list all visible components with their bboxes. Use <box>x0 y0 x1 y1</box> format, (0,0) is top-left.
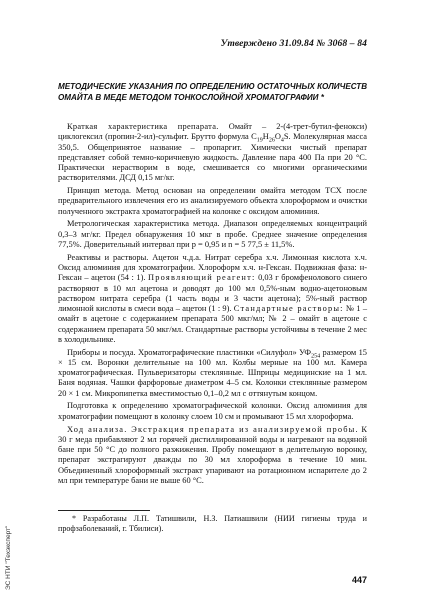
paragraph-text: Реактивы и растворы. Ацетон ч.д.а. Нитрат серебра х.ч. Лимонная кислота х.ч. Оксид алюминия для хроматографии. Хлороформ х.ч. н-Гексан. Подвижная фаза: н-Гексан – ацетон (54 : 1). <box>58 252 367 283</box>
spaced-heading: Стандартные растворы: <box>233 304 344 314</box>
paragraph-equipment <box>58 348 367 399</box>
side-stamp <box>5 500 15 590</box>
formula-subscript: 26 <box>268 137 275 144</box>
paragraph-text: 0,03 г бромфенолового синего растворяют в 10 мл ацетона и доводят до 100 мл 0,5%-ным водно-ацетоновым раствором нитрата серебра (1 часть воды и 3 части ацетона); 5%-ный раствор лимонной кислоты в смеси вода – ацетон (1 : 9). <box>58 273 368 314</box>
paragraph-principle: Принцип метода. Метод основан на определении омайта методом ТСХ после предварительного извлечения его из анализируемого объекта хлороформом и очистки полученного экстракта хроматографией на колонке с оксидом алюминия. <box>58 186 367 216</box>
formula-subscript: 4 <box>280 137 284 144</box>
footnote-divider <box>58 510 150 511</box>
footnote: * Разработаны Л.П. Татишвили, Н.З. Патиашвили (НИИ гигиены труда и профзаболеваний, г. Тбилиси). <box>58 514 367 534</box>
paragraph-text: № 1 – омайт в ацетоне с содержанием препарата 500 мкг/мл; № 2 – омайт в ацетоне с содержанием препарата 50 мкг/мл. Стандартные растворы устойчивы в течение 2 мес в холодильнике. <box>58 304 368 344</box>
formula-subscript: 19 <box>256 137 263 144</box>
paragraph-text: S. Молекулярная масса 350,5. Общепринятое название – пропаргит. Химически чистый препарат представляет собой темно-коричневую жидкость. Давление пара 400 Па при 20 °С. Практически нерастворим в воде, смешивается со многими органическими растворителями. ДСД 0,15 мг/кг. <box>58 132 367 183</box>
plate-subscript: 254 <box>311 353 321 360</box>
formula-text: H <box>262 132 269 142</box>
paragraph-column: Подготовка к определению хроматографической колонки. Оксид алюминия для хроматографии помещают в колонку слоем 10 см и промывают 15 мл хлороформа. <box>58 401 367 421</box>
paragraph-lead: Краткая характеристика препарата. <box>67 122 219 131</box>
side-stamp-text: ЭС НТИ "Техэксперт" <box>5 525 12 590</box>
spaced-heading: Проявляющий реагент: <box>148 273 256 283</box>
document-title: МЕТОДИЧЕСКИЕ УКАЗАНИЯ ПО ОПРЕДЕЛЕНИЮ ОСТАТОЧНЫХ КОЛИЧЕСТВ ОМАЙТА В МЕДЕ МЕТОДОМ ТОНКОСЛОЙНОЙ ХРОМАТОГРАФИИ * <box>58 82 368 102</box>
paragraph-analysis <box>58 425 367 487</box>
page-number: 447 <box>351 575 367 585</box>
paragraph-text: Приборы и посуда. Хроматографические пластинки «Силуфол» УФ <box>67 347 312 357</box>
paragraph-reagents <box>58 253 367 345</box>
document-body <box>58 122 367 489</box>
formula-text: O <box>274 132 281 142</box>
approval-line: Утверждено 31.09.84 № 3068 – 84 <box>220 38 367 49</box>
paragraph-text: Омайт – 2-(4-трет-бутил-фенокси) циклогексил (пропин-2-ил)-сульфит. Брутто формула C <box>58 122 367 142</box>
paragraph-characteristics <box>58 122 367 184</box>
paragraph-text: К 30 г меда прибавляют 2 мл горячей дистиллированной воды и нагревают на водяной бане при 50 °С до полного разжижения. Пробу помещают в делительную воронку, препарат экстрагируют дважды по 30 мл хлороформа в течение 10 мин. Объединенный хлороформный экстракт упаривают на ротационном испарителе до 2 мл при температуре бани не выше 60 °С. <box>58 424 367 485</box>
paragraph-metrology: Метрологическая характеристика метода. Диапазон определяемых концентраций 0,3–3 мг/кг. Предел обнаружения 10 мкг в пробе. Среднее значение определения 77,5%. Доверительный интервал при p = 0,95 и n = 5 77,5 ± 11,5%. <box>58 219 367 249</box>
spaced-heading: Ход анализа. Экстракция препарата из анализируемой пробы. <box>67 424 359 434</box>
paragraph-text: размером 15 × 15 см. Воронки делительные на 100 мл. Колбы мерные на 100 мл. Камера хроматографическая. Пульверизаторы стеклянные. Шприцы медицинские на 1 мл. Баня водяная. Чашки фарфоровые диаметром 4–5 см. Колонки стеклянные размером 20 × 1 см. Микропипетка вместимостью 0,1–0,2 мл с оттянутым концом. <box>58 347 367 398</box>
